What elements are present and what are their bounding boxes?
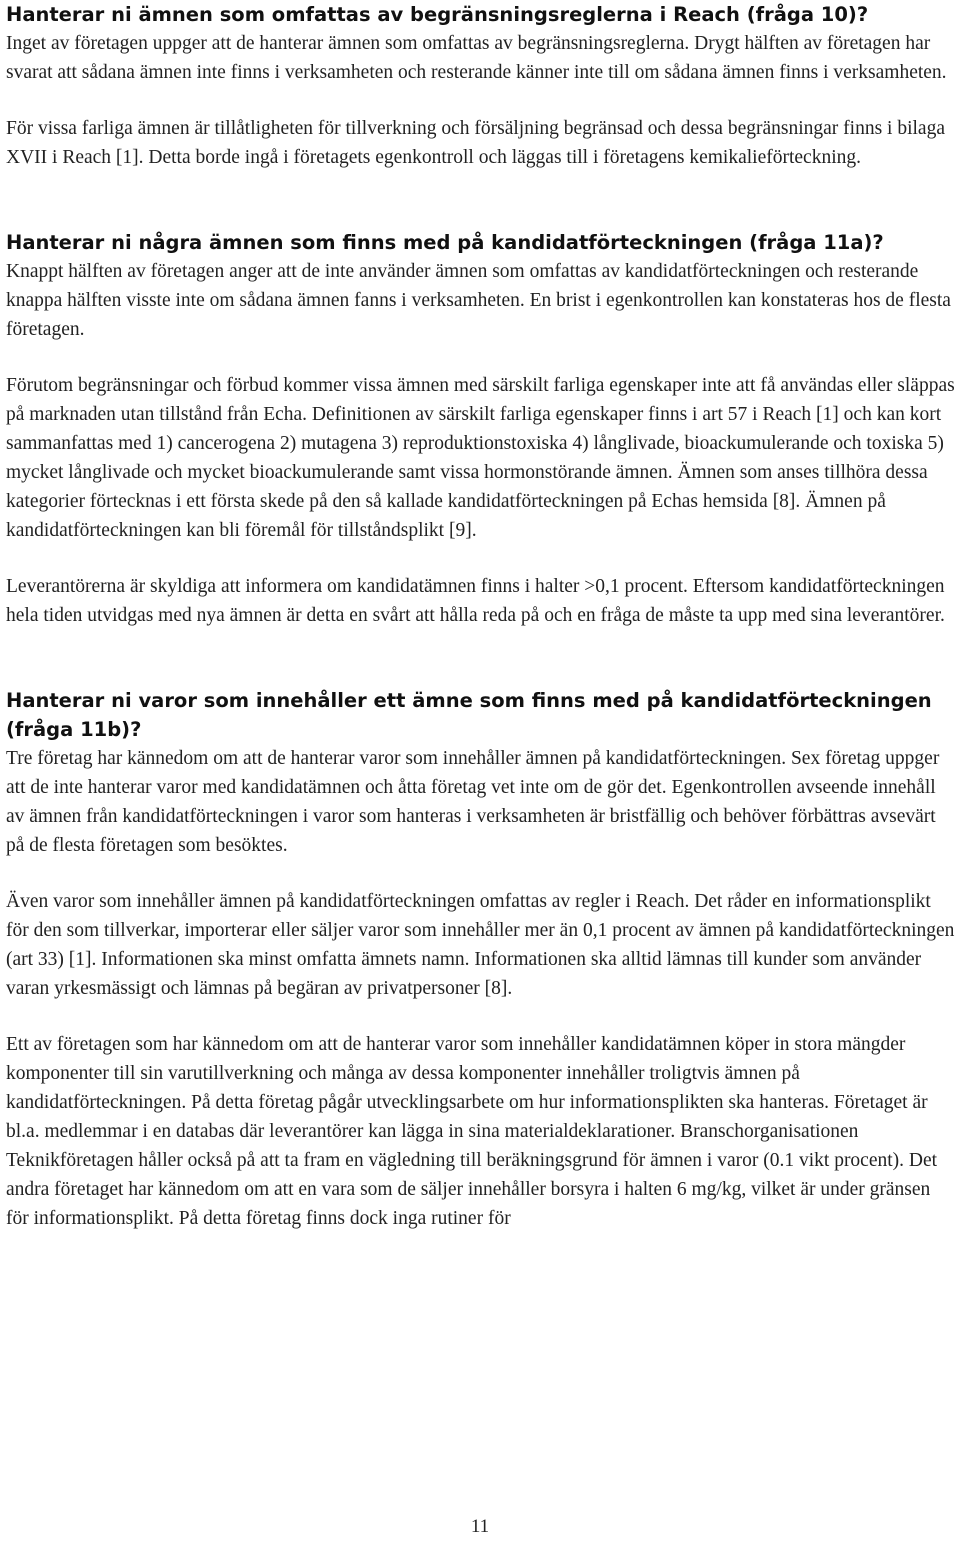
page-number: 11 [470,1516,490,1537]
paragraph: Knappt hälften av företagen anger att de inte använder ämnen som omfattas av kandidatförteckningen och resterande knappa hälften visste inte om sådana ämnen fanns i verksamheten. En brist i egenkontrollen kan konstateras hos de flesta företagen. [6,261,951,340]
paragraph: Tre företag har kännedom om att de hanterar varor som innehåller ämnen på kandidatförteckningen. Sex företag uppger att de inte hanterar varor med kandidatämnen och åtta företag vet inte om de gör det. Egenkontrollen avseende innehåll av ämnen från kandidatförteckningen i varor som hanteras i verksamheten är bristfällig och behöver förbättras avsevärt på de flesta företagen som besöktes. [6,748,940,856]
section-heading-candidate-list-articles: Hanterar ni varor som innehåller ett ämne som finns med på kandidatförteckningen (fråga 11b)? [6,689,932,741]
paragraph: För vissa farliga ämnen är tillåtligheten för tillverkning och försäljning begränsad och dessa begränsningar finns i bilaga XVII i Reach [1]. Detta borde ingå i företagets egenkontroll och läggas till i företagens kemikalieförteckning. [6,118,945,168]
paragraph: Även varor som innehåller ämnen på kandidatförteckningen omfattas av regler i Reach. Det råder en informationsplikt för den som tillverkar, importerar eller säljer varor som innehåller mer än 0,1 procent av ämnen på kandidatförteckningen (art 33) [1]. Informationen ska minst omfatta ämnets namn. Informationen ska alltid lämnas till kunder som använder varan yrkesmässigt och lämnas på begäran av privatpersoner [8]. [6,891,955,999]
paragraph: Inget av företagen uppger att de hanterar ämnen som omfattas av begränsningsreglerna. Drygt hälften av företagen har svarat att sådana ämnen inte finns i verksamheten och resterande känner inte till om sådana ämnen finns i verksamheten. [6,33,947,83]
paragraph: Ett av företagen som har kännedom om att de hanterar varor som innehåller kandidatämnen köper in stora mängder komponenter till sin varutillverkning och många av dessa komponenter innehåller troligtvis ämnen på kandidatförteckningen. På detta företag pågår utvecklingsarbete om hur informationsplikten ska hanteras. Företaget är bl.a. medlemmar i en databas där leverantörer kan lägga in sina materialdeklarationer. Branschorganisationen Teknikföretagen håller också på att ta fram en vägledning till beräkningsgrund för ämnen i varor (0.1 vikt procent). Det andra företaget har kännedom om att en vara som de säljer innehåller borsyra i halten 6 mg/kg, vilket är under gränsen för informationsplikt. På detta företag finns dock inga rutiner för [6,1034,938,1229]
section-heading-restrictions: Hanterar ni ämnen som omfattas av begränsningsreglerna i Reach (fråga 10)? [6,3,869,26]
section-heading-candidate-list-substances: Hanterar ni några ämnen som finns med på kandidatförteckningen (fråga 11a)? [6,231,884,254]
document-page [6,0,956,1233]
paragraph: Leverantörerna är skyldiga att informera om kandidatämnen finns i halter >0,1 procent. Eftersom kandidatförteckningen hela tiden utvidgas med nya ämnen är detta en svårt att hålla reda på och en fråga de måste ta upp med sina leverantörer. [6,576,945,626]
paragraph: Förutom begränsningar och förbud kommer vissa ämnen med särskilt farliga egenskaper inte att få användas eller släppas på marknaden utan tillstånd från Echa. Definitionen av särskilt farliga egenskaper finns i art 57 i Reach [1] och kan kort sammanfattas med 1) cancerogena 2) mutagena 3) reproduktionstoxiska 4) långlivade, bioackumulerande och toxiska 5) mycket långlivade och mycket bioackumulerande samt vissa hormonstörande ämnen. Ämnen som anses tillhöra dessa kategorier förtecknas i ett första skede på den så kallade kandidatförteckningen på Echas hemsida [8]. Ämnen på kandidatförteckningen kan bli föremål för tillståndsplikt [9]. [6,375,955,541]
